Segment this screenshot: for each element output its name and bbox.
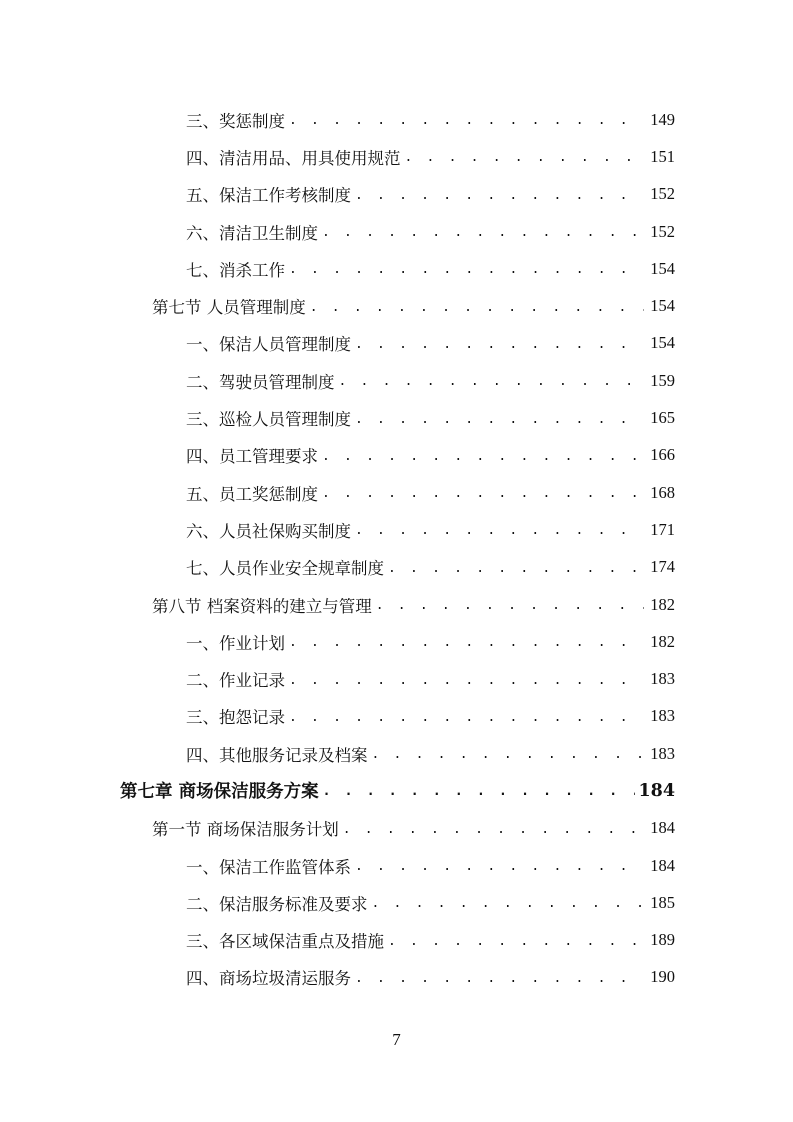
toc-entry-title: 一、保洁人员管理制度 xyxy=(186,335,351,355)
toc-subsection-entry[interactable] xyxy=(0,176,793,213)
dot-leader xyxy=(289,113,644,128)
toc-subsection-entry[interactable] xyxy=(0,362,793,399)
toc-entry-title: 五、员工奖惩制度 xyxy=(186,484,318,504)
toc-entry-page: 183 xyxy=(650,706,675,726)
toc-entry-page: 152 xyxy=(650,184,675,204)
toc-subsection-entry[interactable] xyxy=(0,474,793,511)
table-of-contents xyxy=(0,101,793,996)
toc-entry-title: 七、人员作业安全规章制度 xyxy=(186,559,384,579)
toc-subsection-entry[interactable] xyxy=(0,101,793,138)
page-number: 7 xyxy=(392,1030,401,1049)
toc-subsection-entry[interactable] xyxy=(0,437,793,474)
toc-entry-title: 三、巡检人员管理制度 xyxy=(186,410,351,430)
toc-entry-page: 174 xyxy=(650,557,675,577)
toc-entry-page: 189 xyxy=(650,930,675,950)
dot-leader xyxy=(372,896,645,911)
toc-entry-page: 154 xyxy=(650,296,675,316)
dot-leader xyxy=(289,635,644,650)
toc-entry-page: 171 xyxy=(650,519,675,539)
dot-leader xyxy=(322,486,644,501)
dot-leader xyxy=(355,337,644,352)
dot-leader xyxy=(343,822,644,837)
toc-entry-page: 184 xyxy=(650,855,675,875)
dot-leader xyxy=(310,300,644,315)
toc-entry-title: 三、抱怨记录 xyxy=(186,708,285,728)
toc-entry-page: 184 xyxy=(638,780,675,801)
toc-entry-title: 一、作业计划 xyxy=(186,633,285,653)
toc-subsection-entry[interactable] xyxy=(0,959,793,996)
toc-subsection-entry[interactable] xyxy=(0,922,793,959)
toc-section-entry[interactable] xyxy=(0,586,793,623)
toc-entry-page: 165 xyxy=(650,408,675,428)
dot-leader xyxy=(388,561,644,576)
dot-leader xyxy=(355,859,644,874)
toc-entry-page: 182 xyxy=(650,594,675,614)
toc-entry-page: 185 xyxy=(650,892,675,912)
dot-leader xyxy=(388,934,644,949)
toc-subsection-entry[interactable] xyxy=(0,549,793,586)
toc-subsection-entry[interactable] xyxy=(0,511,793,548)
dot-leader xyxy=(322,449,644,464)
toc-entry-title: 第八节 档案资料的建立与管理 xyxy=(152,596,372,616)
dot-leader xyxy=(289,673,644,688)
toc-chapter-entry[interactable] xyxy=(0,772,793,809)
dot-leader xyxy=(355,523,644,538)
dot-leader xyxy=(355,412,644,427)
toc-entry-title: 第一节 商场保洁服务计划 xyxy=(152,820,339,840)
toc-subsection-entry[interactable] xyxy=(0,660,793,697)
toc-entry-title: 一、保洁工作监管体系 xyxy=(186,857,351,877)
toc-entry-page: 166 xyxy=(650,445,675,465)
dot-leader xyxy=(372,747,645,762)
toc-entry-title: 二、保洁服务标准及要求 xyxy=(186,894,368,914)
dot-leader xyxy=(355,971,644,986)
dot-leader xyxy=(405,150,645,165)
toc-entry-title: 三、各区域保洁重点及措施 xyxy=(186,932,384,952)
toc-entry-title: 四、其他服务记录及档案 xyxy=(186,745,368,765)
toc-entry-page: 182 xyxy=(650,631,675,651)
toc-entry-title: 第七章 商场保洁服务方案 xyxy=(120,782,319,803)
toc-entry-title: 二、驾驶员管理制度 xyxy=(186,372,335,392)
toc-entry-page: 159 xyxy=(650,370,675,390)
dot-leader xyxy=(323,784,636,799)
dot-leader xyxy=(322,225,644,240)
toc-subsection-entry[interactable] xyxy=(0,847,793,884)
toc-entry-page: 154 xyxy=(650,258,675,278)
toc-entry-page: 184 xyxy=(650,818,675,838)
toc-entry-title: 五、保洁工作考核制度 xyxy=(186,186,351,206)
toc-entry-title: 四、员工管理要求 xyxy=(186,447,318,467)
toc-entry-title: 六、人员社保购买制度 xyxy=(186,521,351,541)
dot-leader xyxy=(289,262,644,277)
toc-entry-title: 七、消杀工作 xyxy=(186,260,285,280)
toc-subsection-entry[interactable] xyxy=(0,884,793,921)
toc-subsection-entry[interactable] xyxy=(0,213,793,250)
toc-entry-page: 152 xyxy=(650,221,675,241)
toc-subsection-entry[interactable] xyxy=(0,250,793,287)
toc-entry-page: 183 xyxy=(650,743,675,763)
toc-entry-page: 183 xyxy=(650,669,675,689)
toc-entry-title: 第七节 人员管理制度 xyxy=(152,298,306,318)
toc-subsection-entry[interactable] xyxy=(0,735,793,772)
toc-entry-title: 四、商场垃圾清运服务 xyxy=(186,969,351,989)
toc-entry-page: 154 xyxy=(650,333,675,353)
dot-leader xyxy=(339,374,645,389)
toc-subsection-entry[interactable] xyxy=(0,399,793,436)
toc-entry-page: 190 xyxy=(650,967,675,987)
toc-entry-page: 149 xyxy=(650,109,675,129)
toc-subsection-entry[interactable] xyxy=(0,325,793,362)
toc-section-entry[interactable] xyxy=(0,810,793,847)
toc-entry-title: 六、清洁卫生制度 xyxy=(186,223,318,243)
dot-leader xyxy=(355,188,644,203)
toc-entry-page: 168 xyxy=(650,482,675,502)
dot-leader xyxy=(289,710,644,725)
toc-entry-title: 三、奖惩制度 xyxy=(186,111,285,131)
toc-entry-page: 151 xyxy=(650,146,675,166)
toc-subsection-entry[interactable] xyxy=(0,623,793,660)
toc-section-entry[interactable] xyxy=(0,287,793,324)
dot-leader xyxy=(376,598,644,613)
toc-entry-title: 二、作业记录 xyxy=(186,671,285,691)
toc-subsection-entry[interactable] xyxy=(0,138,793,175)
toc-entry-title: 四、清洁用品、用具使用规范 xyxy=(186,148,401,168)
toc-subsection-entry[interactable] xyxy=(0,698,793,735)
